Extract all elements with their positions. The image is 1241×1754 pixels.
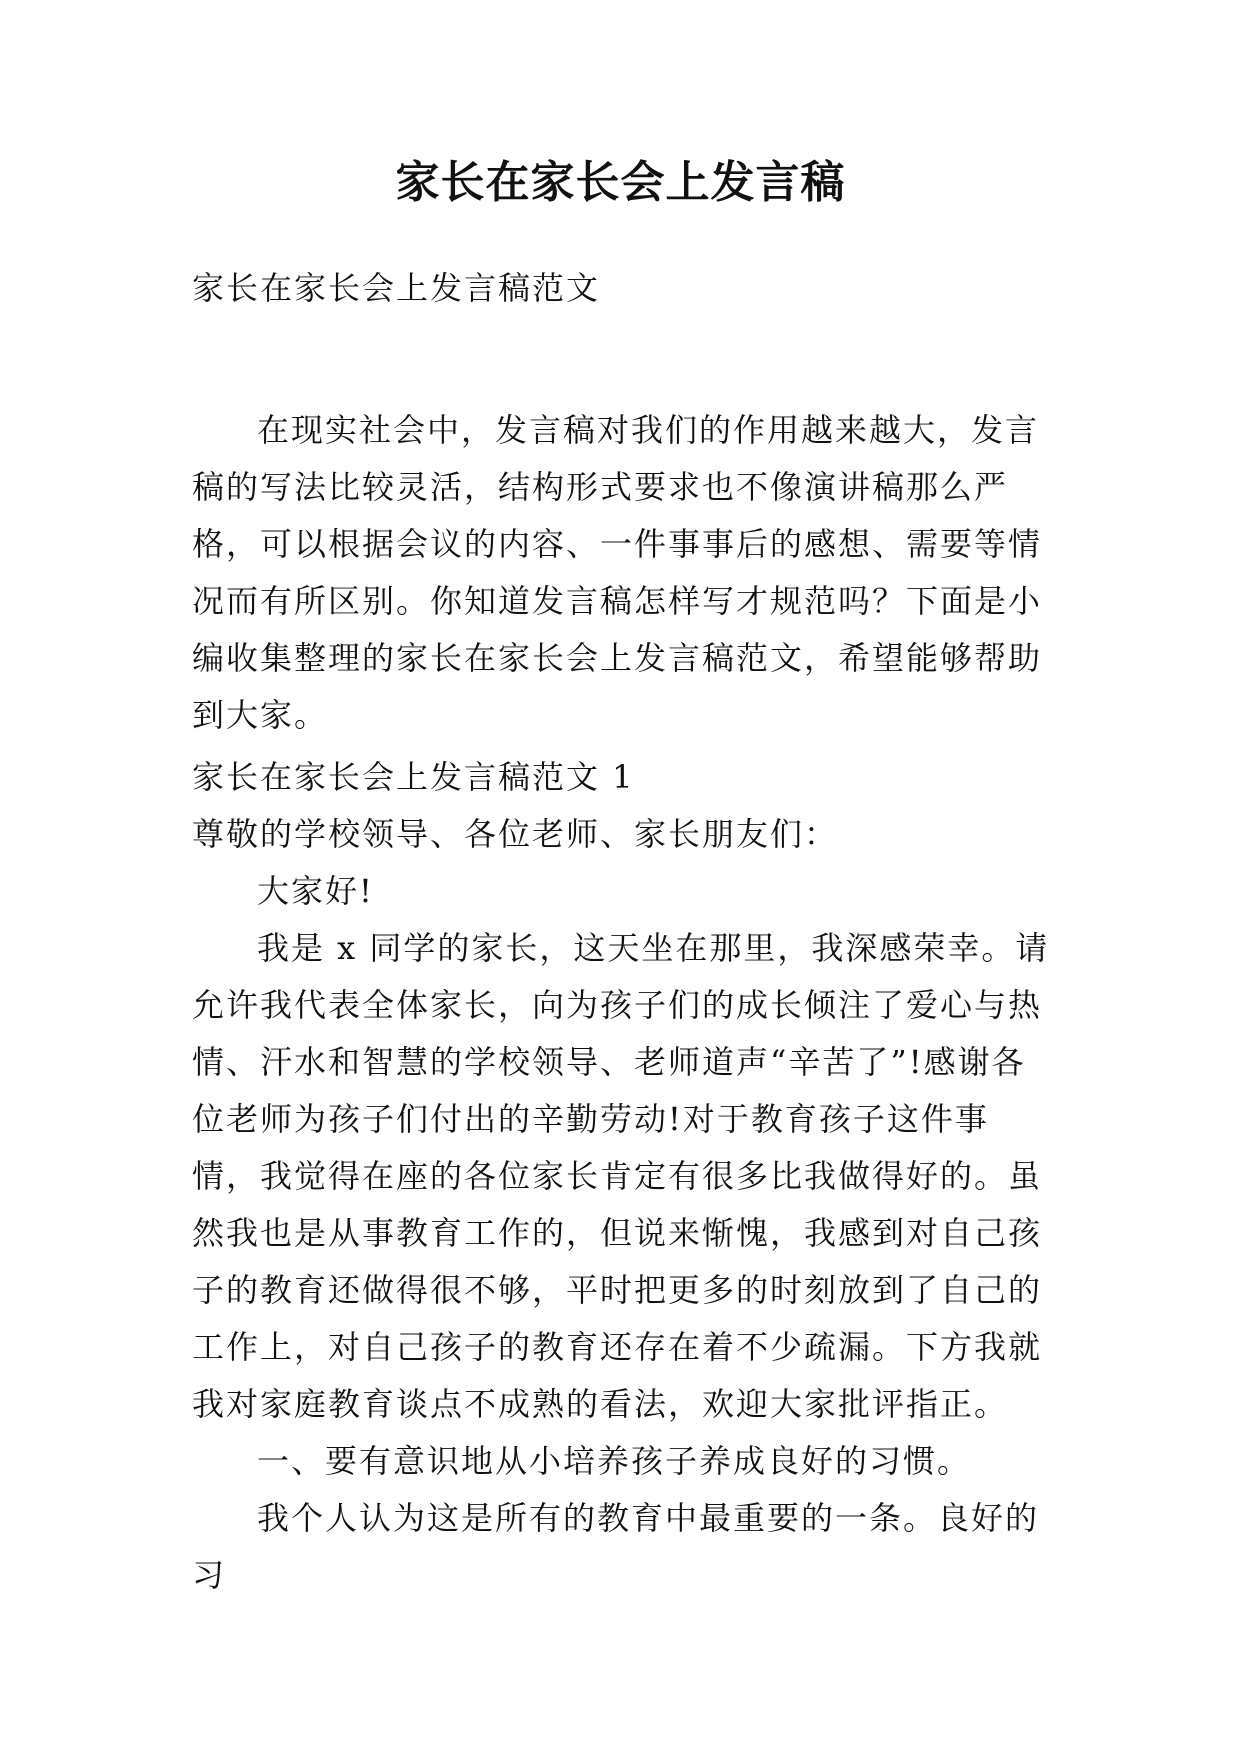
document-subtitle: 家长在家长会上发言稿范文	[192, 269, 601, 307]
body-paragraph-2: 我个人认为这是所有的教育中最重要的一条。良好的习	[192, 1499, 1040, 1594]
body-paragraph-1: 我是 x 同学的家长，这天坐在那里，我深感荣幸。请允许我代表全体家长，向为孩子们的成长倾注了爱心与热情、汗水和智慧的学校领导、老师道声“辛苦了”!感谢各位老师为孩子们付出的辛勤劳动!对于教育孩子这件事情，我觉得在座的各位家长肯定有很多比我做得好的。虽然我也是从事教育工作的，但说来惭愧，我感到对自己孩子的教育还做得很不够，平时把更多的时刻放到了自己的工作上，对自己孩子的教育还存在着不少疏漏。下方我就我对家庭教育谈点不成熟的看法，欢迎大家批评指正。	[192, 929, 1050, 1423]
document-title: 家长在家长会上发言稿	[395, 157, 846, 208]
point-heading-1: 一、要有意识地从小培养孩子养成良好的习惯。	[257, 1442, 972, 1480]
greeting: 大家好!	[257, 872, 374, 910]
speech-section-1	[192, 749, 1056, 1604]
salutation: 尊敬的学校领导、各位老师、家长朋友们：	[192, 815, 839, 853]
section-heading: 家长在家长会上发言稿范文 1	[192, 758, 635, 796]
intro-paragraph: 在现实社会中，发言稿对我们的作用越来越大，发言稿的写法比较灵活，结构形式要求也不像演讲稿那么严格，可以根据会议的内容、一件事事后的感想、需要等情况而有所区别。你知道发言稿怎样写才规范吗？下面是小编收集整理的家长在家长会上发言稿范文，希望能够帮助到大家。	[192, 411, 1043, 734]
